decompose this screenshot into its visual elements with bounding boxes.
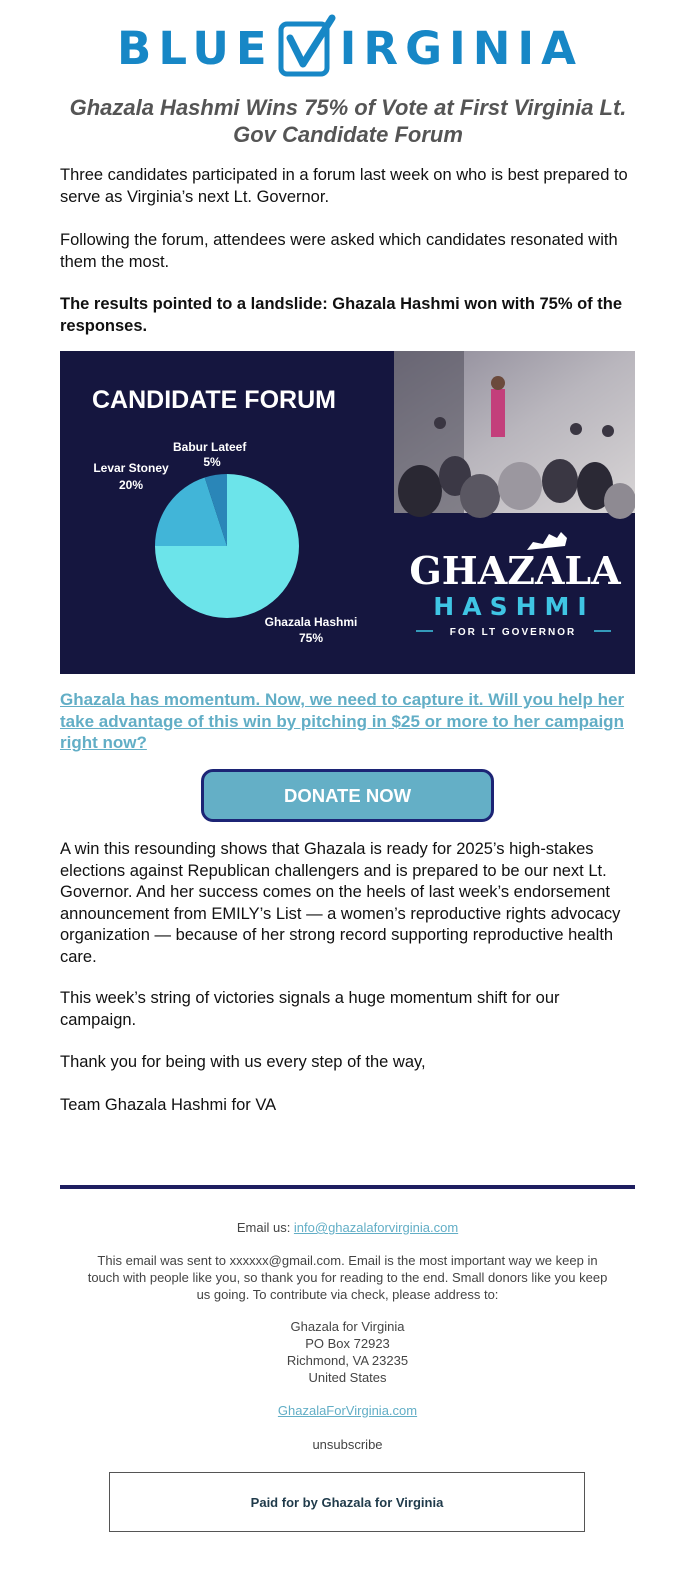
- paragraph-thanks: Thank you for being with us every step of the way,: [60, 1053, 426, 1071]
- website-link[interactable]: GhazalaForVirginia.com: [277, 1403, 418, 1418]
- footer-website: [80, 1402, 615, 1419]
- pie-label-name-babur: Babur Lateef: [173, 440, 247, 454]
- footer-notice: This email was sent to xxxxxx@gmail.com. Email is the most important way we keep in touch with people like you, so thank you for reading to the end. Small donors like you keep us going. To contribute via check, please address to:: [87, 1253, 608, 1302]
- paid-for-disclaimer: Paid for by Ghazala for Virginia: [109, 1472, 585, 1532]
- logo-word-irginia: IRGINIA: [339, 21, 583, 75]
- pie-label-value-levar: 20%: [118, 478, 144, 492]
- address-line: United States: [308, 1370, 387, 1385]
- donate-now-button[interactable]: DONATE NOW: [201, 769, 494, 822]
- address-line: PO Box 72923: [305, 1336, 390, 1351]
- unsubscribe-link[interactable]: unsubscribe: [312, 1437, 383, 1452]
- footer-address: [80, 1318, 615, 1386]
- paragraph-results: The results pointed to a landslide: Ghazala Hashmi won with 75% of the responses.: [60, 295, 622, 335]
- forum-photo: [394, 351, 635, 519]
- address-line: Richmond, VA 23235: [286, 1353, 409, 1368]
- donate-cta-link[interactable]: Ghazala has momentum. Now, we need to capture it. Will you help her take advantage of this win by pitching in $25 or more to her campaign right now?: [60, 690, 625, 752]
- campaign-logo-first-name: GHAZALA: [409, 548, 621, 593]
- footer-email-link[interactable]: info@ghazalaforvirginia.com: [293, 1220, 459, 1235]
- article-title: Ghazala Hashmi Wins 75% of Vote at First Virginia Lt. Gov Candidate Forum: [69, 95, 627, 147]
- campaign-logo-tagline: FOR LT GOVERNOR: [449, 627, 577, 638]
- ghazala-hashmi-campaign-logo: [409, 532, 621, 638]
- paragraph-momentum: This week’s string of victories signals a huge momentum shift for our campaign.: [60, 989, 560, 1029]
- paragraph-survey: Following the forum, attendees were asked which candidates resonated with them the most.: [60, 231, 618, 271]
- footer-unsubscribe: [80, 1436, 615, 1453]
- pie-label-name-ghazala: Ghazala Hashmi: [264, 615, 358, 629]
- blue-virginia-logo[interactable]: [0, 14, 700, 82]
- candidate-forum-graphic: [60, 351, 635, 674]
- pie-label-value-babur: 5%: [203, 455, 221, 469]
- graphic-heading: CANDIDATE FORUM: [92, 386, 336, 414]
- checkbox-v-icon: [278, 14, 338, 78]
- address-line: Ghazala for Virginia: [290, 1319, 405, 1334]
- pie-chart: [155, 474, 299, 618]
- logo-word-blue: BLUE: [117, 21, 274, 75]
- signature: Team Ghazala Hashmi for VA: [60, 1096, 277, 1114]
- paragraph-intro: Three candidates participated in a forum last week on who is best prepared to serve as Virginia’s next Lt. Governor.: [60, 166, 628, 206]
- footer-divider: [60, 1185, 635, 1189]
- footer-email-prefix: Email us:: [236, 1220, 294, 1235]
- campaign-logo-last-name: HASHMI: [433, 592, 595, 621]
- pie-label-name-levar: Levar Stoney: [93, 461, 169, 475]
- paragraph-win-details: A win this resounding shows that Ghazala is ready for 2025’s high-stakes elections against Republican challengers and is prepared to be our next Lt. Governor. And her success comes on the heels of last week’s endorsement announcement from EMILY’s List — a women’s reproductive rights advocacy organization — because of her strong record supporting reproductive health care.: [60, 840, 621, 966]
- pie-label-value-ghazala: 75%: [298, 631, 324, 645]
- footer-email-line: [80, 1219, 615, 1236]
